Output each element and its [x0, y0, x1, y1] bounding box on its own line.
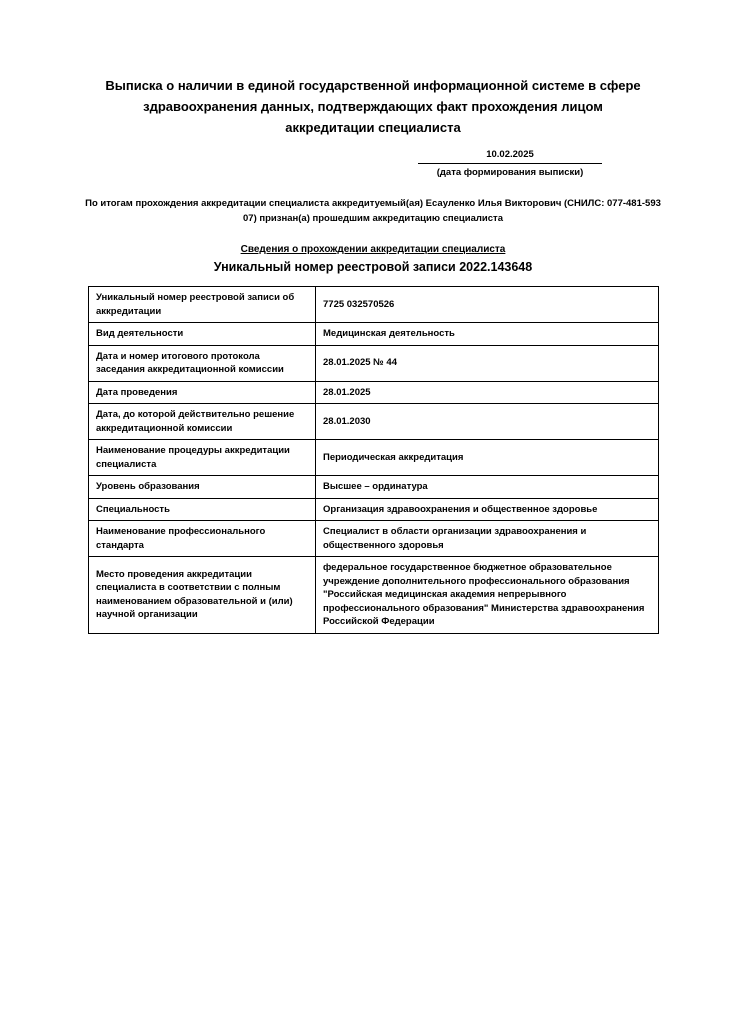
- extract-date-caption: (дата формирования выписки): [436, 167, 584, 178]
- table-row: [89, 521, 659, 557]
- field-label: Наименование профессионального стандарта: [89, 521, 316, 557]
- table-row: [89, 381, 659, 404]
- field-label: Место проведения аккредитации специалиста в соответствии с полным наименованием образовательной и (или) научной организации: [89, 557, 316, 634]
- field-value: Специалист в области организации здравоохранения и общественного здоровья: [316, 521, 659, 557]
- field-label: Уникальный номер реестровой записи об аккредитации: [89, 287, 316, 323]
- table-row: [89, 440, 659, 476]
- accreditation-table: [88, 286, 659, 634]
- field-value: федеральное государственное бюджетное образовательное учреждение дополнительного профессионального образования "Российская медицинская академия непрерывного профессионального образования" Министерства здравоохранения Российской Федерации: [316, 557, 659, 634]
- field-label: Дата, до которой действительно решение аккредитационной комиссии: [89, 404, 316, 440]
- table-row: [89, 476, 659, 499]
- section-heading: Сведения о прохождении аккредитации специалиста: [240, 244, 506, 255]
- table-row: [89, 287, 659, 323]
- table-row: [89, 345, 659, 381]
- field-value: Организация здравоохранения и общественное здоровье: [316, 498, 659, 521]
- extract-date: 10.02.2025: [418, 148, 602, 164]
- field-label: Дата проведения: [89, 381, 316, 404]
- field-label: Дата и номер итогового протокола заседания аккредитационной комиссии: [89, 345, 316, 381]
- field-label: Наименование процедуры аккредитации специалиста: [89, 440, 316, 476]
- field-value: 7725 032570526: [316, 287, 659, 323]
- table-row: [89, 498, 659, 521]
- table-row: [89, 557, 659, 634]
- table-row: [89, 323, 659, 346]
- field-value: 28.01.2025: [316, 381, 659, 404]
- field-value: 28.01.2030: [316, 404, 659, 440]
- field-value: Медицинская деятельность: [316, 323, 659, 346]
- field-value: Периодическая аккредитация: [316, 440, 659, 476]
- field-label: Специальность: [89, 498, 316, 521]
- table-row: [89, 404, 659, 440]
- field-label: Уровень образования: [89, 476, 316, 499]
- field-label: Вид деятельности: [89, 323, 316, 346]
- field-value: Высшее – ординатура: [316, 476, 659, 499]
- date-block: [418, 148, 602, 179]
- registry-number-heading: Уникальный номер реестровой записи 2022.143648: [213, 260, 533, 274]
- intro-paragraph: По итогам прохождения аккредитации специалиста аккредитуемый(ая) Есауленко Илья Викторович (СНИЛС: 077-481-593 07) признан(а) прошедшим аккредитацию специалиста: [85, 198, 661, 224]
- document-title: Выписка о наличии в единой государственной информационной системе в сфере здравоохранения данных, подтверждающих факт прохождения лицом аккредитации специалиста: [105, 78, 641, 135]
- accreditation-table-body: [89, 287, 659, 634]
- field-value: 28.01.2025 № 44: [316, 345, 659, 381]
